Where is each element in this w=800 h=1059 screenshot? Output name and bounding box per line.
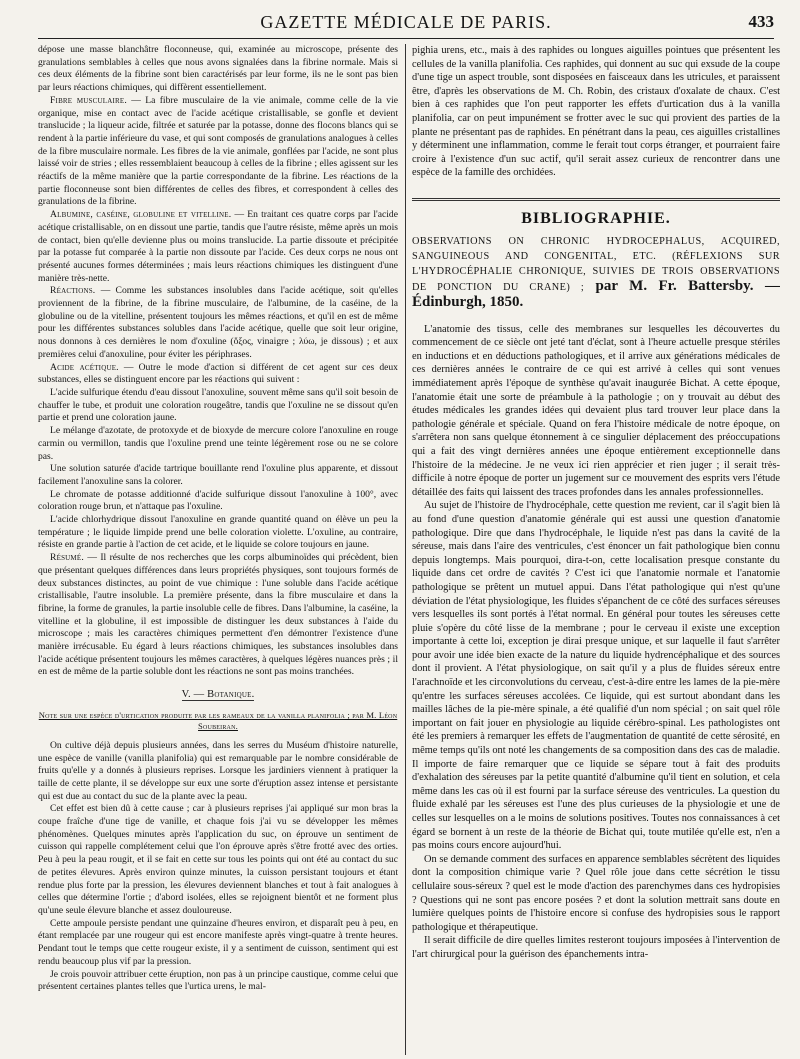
paragraph: L'acide sulfurique étendu d'eau dissout l'anoxuline, souvent même sans qu'il soit besoin de chauffer le tube, et produit une coloration rougeâtre, tandis que l'oxuline ne se dissout qu'en partie et prend une coloration jaune. bbox=[38, 386, 398, 424]
paragraph: Je crois pouvoir attribuer cette éruption, non pas à un principe caustique, comme celui que présentent certaines plantes telles que l'urtica urens, le mal- bbox=[38, 968, 398, 993]
paragraph-heading: Réactions. bbox=[50, 285, 96, 297]
paragraph: On se demande comment des surfaces en apparence semblables sécrètent des liquides dont la composition chimique varie ? Quel rôle joue dans cette sécrétion le tissu cellulaire sous-séreux ? quel est le mode d'action des parenchymes dans ces hydropisies ? Questions qui ne sont pas encore posées ? et dont la solution mettrait sans doute en lumière quelques points de l'histoire encore si confuse des hydropisies sous le rapport pathologique et thérapeutique. bbox=[412, 853, 780, 933]
paragraph-albumine: Albumine, caséine, globuline et vitelline. — En traitant ces quatre corps par l'acide acétique cristallisable, on en dissout une partie, tandis que l'autre résiste, même après un mois de contact, bien qu'elle devienne plus ou moins translucide. La partie dissoute et précipitée par la potasse fut comparée à la partie non dissoute par l'acide. Ces deux corps ne nous ont présenté aucunes formes déterminées ; mais leurs réactions chimiques les distinguent d'une manière très-nette. bbox=[38, 209, 398, 284]
paragraph-resume: Résumé. — Il résulte de nos recherches que les corps albuminoïdes qui précèdent, bien que présentant quelques différences dans leurs propriétés physiques, sont toujours formés de deux substances distinctes, au point de vue chimique : l'une soluble dans l'acide acétique cristallisable, l'autre insoluble. La première présente, dans la fibre musculaire et dans la fibrine, la forme de granules, la partie insoluble celle de fibres. Dans l'albumine, la caséine, la vitelline et la globuline, il est impossible de distinguer les deux substances à l'aide du microscope ; mais les caractères chimiques permettent d'en démontrer l'existence d'une manière irrécusable. Eu égard à leurs réactions chimiques, les substances insolubles dans l'acide acétique présentent toujours les mêmes caractères, à quelques légères nuances près ; il en est de même de la partie soluble dont les réactions ne sont pas moins tranchées. bbox=[38, 552, 398, 678]
right-column bbox=[412, 44, 780, 1055]
header-rule bbox=[38, 38, 774, 39]
reviewed-book-title: OBSERVATIONS ON CHRONIC HYDROCEPHALUS, ACQUIRED, SANGUINEOUS AND CONGENITAL, ETC. (RÉFLEXIONS SUR L'HYDROCÉPHALIE CHRONIQUE, SUIVIES DE TROIS OBSERVATIONS DE PONCTION DU CRANE) ; par M. Fr. Battersby. — Édinburgh, 1850. bbox=[412, 235, 780, 310]
paragraph-heading: Acide acétique. bbox=[50, 361, 119, 373]
paragraph: Cette ampoule persiste pendant une quinzaine d'heures environ, et disparaît peu à peu, en étant remplacée par une rougeur qui est encore manifeste après vingt-quatre à trente heures. Pendant tout le temps que cette rougeur existe, il y a sentiment de cuisson, sentiment qui est rendu beaucoup plus vif par la pression. bbox=[38, 917, 398, 967]
paragraph: pighia urens, etc., mais à des raphides ou longues aiguilles pointues que présentent les cellules de la vanilla planifolia. Ces raphides, qui donnent au suc qui exsude de la coupe d'une tige un aspect trouble, sont disposées en faisceaux dans les utricules, et paraissent être, d'après les observations de M. Ch. Robin, des cristaux d'oxalate de chaux. C'est bien à ces raphides que l'on peut rapporter les effets d'urtication dus à la vanilla planifolia, car on peut impunément se frotter avec le suc qui provient des parties de la plante ne présentant pas de raphides. En pénétrant dans la peau, ces aiguilles cristallines y déterminent une inflammation, comme le ferait tout corps étranger, et pourraient faire croire à l'existence d'un suc actif, qu'il serait assez curieux de rencontrer dans une espèce de la famille des orchidées. bbox=[412, 45, 780, 179]
paragraph: dépose une masse blanchâtre floconneuse, qui, examinée au microscope, présente des granulations semblables à celles que nous avons signalées dans la fibrine normale. Mais si ces deux éléments de la fibrine sont bien caractérisés par leur forme, ils ne le sont pas bien par leurs réactions chimiques, qui diffèrent essentiellement. bbox=[38, 44, 398, 94]
paragraph: L'anatomie des tissus, celle des membranes sur lesquelles les découvertes du commencement de ce siècle ont jeté tant d'éclat, sont à l'heure actuelle presque stériles en inductions et en déductions pathologiques, et il arrive aux générations médicales de ces dernières années le contraire de ce qui est arrivé à celles qui sont venues immédiatement après l'époque de synthèse qu'avait inaugurée Bichat. A cette époque, l'anatomie était une sorte de préambule à la pathologie ; on y trouvait au début des études médicales les grandes idées qui devaient plus tard trouver leur place dans la pathologie générale et spéciale. Quand on fera l'histoire médicale de notre époque, on s'arrêtera non sans quelque étonnement à ce singulier déplacement des préoccupations qui a fait des vingt dernières années une époque entièrement exceptionnelle dans l'histoire de la médecine. Je ne veux ici rien apprécier et rien juger ; il serait très-difficile à notre époque de porter un jugement sur ce mouvement des esprits vers l'étude détaillée des faits qui laissent des traces profondes dans les annales professionnelles. bbox=[412, 323, 780, 498]
page-header bbox=[38, 12, 774, 36]
journal-title: GAZETTE MÉDICALE DE PARIS. bbox=[260, 12, 552, 32]
page-number: 433 bbox=[748, 12, 774, 31]
paragraph: Au sujet de l'histoire de l'hydrocéphale, cette question me revient, car il s'agit bien là au fond d'une question d'anatomie générale qui est aussi une question d'anatomie pathologique. Dire que dans l'hydrocéphale, le liquide n'est pas dans la cavité de la séreuse, mais dans l'aire des ventricules, c'est énoncer un fait pathologique bien connu depuis longtemps. Mais pourquoi, dira-t-on, cette localisation presque constante du liquide dans cet ordre de cavités ? C'est ici que l'anatomie normale et l'anatomie pathologique se prêtent un mutuel appui. Dans l'état pathologique qui n'est qu'une déviation de l'état physiologique, les fluides s'épanchent de ce côté des surfaces séreuses vers lesquelles ils sont portés à l'état normal. En général pour toutes les séreuses cette pluie s'opère du côté lisse de la membrane ; pour le cerveau il existe une exception importante à cette loi, exception je dirai presque unique, et sur laquelle il faut s'arrêter pour avoir une idée bien exacte de la nature du liquide hydrencéphalique et des sources dont il provient. A l'état physiologique, on sait qu'il y a plus de fluides séreux entre l'arachnoïde et les circonvolutions du cerveau, c'est-à-dire entre les lames de la pie-mère qu'entre les surfaces séreuses accolées. Ce liquide, qui est surtout abondant dans les mailles lâches de la pie-mère spinale, a été qualifié d'un nom spécial ; on sait quel rôle important on fait jouer en physiologie au liquide cérébro-spinal. Les pathologistes ont été les premiers à remarquer les effets de l'augmentation de quantité de cette sérosité, en même temps qu'ils ont noté les changements de sa composition dans des cas de maladie. Il importe de faire remarquer que ce liquide se sépare tout à fait des produits d'exhalation des séreuses par la petite quantité d'albumine qu'il tient en solution, et cela même dans les cas où il est fourni par la surface séreuse des ventricules. La question du fluide exhalé par les séreuses est l'une des plus curieuses de la physiologie et une de celles sur lesquelles on a le moins de solutions positives. Toutes nos connaissances à cet égard se bornent à un reste de la théorie de Bichat qui, toute mutilée qu'elle est, n'en a pas moins cours encore aujourd'hui. bbox=[412, 500, 780, 852]
paragraph: Il serait difficile de dire quelles limites resteront toujours imposées à l'intervention de l'art chirurgical pour la guérison des épanchements intra- bbox=[412, 935, 780, 960]
paragraph: Cet effet est bien dû à cette cause ; car à plusieurs reprises j'ai appliqué sur mon bras la coupe fraîche d'une tige de vanille, et chaque fois j'ai vu se développer les mêmes phénomènes. Quelques minutes après l'application du suc, on éprouve un sentiment de cuisson qui rappelle complétement celui que l'on éprouve après s'être frotté avec des orties. Peu à peu la peau rougit, et il se fait en cette sur tous les points qui ont été au contact du suc de petites élevures. Après environ quinze minutes, la cuisson persistant toujours et étant rendue plus forte par la pression, les élevures deviennent blanches et tout à fait analogues à celles que détermine l'ortie ; d'abord isolées, elles se rejoignent bientôt et ne forment plus qu'une seule élevure blanche et assez douloureuse. bbox=[38, 803, 398, 916]
column-divider bbox=[405, 44, 406, 1055]
paragraph-heading: Albumine, caséine, globuline et vitelline. bbox=[50, 209, 232, 221]
paragraph-heading: Fibre musculaire. bbox=[50, 94, 127, 106]
paragraph-fibre: Fibre musculaire. — La fibre musculaire de la vie animale, comme celle de la vie organique, mise en contact avec de l'acide acétique cristallisable, se gonfle et devient translucide ; la liqueur acide, filtrée et saturée par la potasse, donne des flocons blancs qui se rendent à la partie inférieure du vase, et qui sont composés de granulations analogues à celles de la fibre musculaire normale. Les fibres de la vie animale, gonflées par l'acide, ne sont plus laissé voir de stries ; elles ressemblaient beaucoup à celles de la fibrine ; elles agissent sur les réactifs de la même manière que la partie correspondante de la fibrine. Les réactions de la partie floconneuse sont bien différentes de celles des fibres, et correspondent à celles des granulations de la fibrine. bbox=[38, 94, 398, 208]
paragraph-reactions: Réactions. — Comme les substances insolubles dans l'acide acétique, soit qu'elles proviennent de la fibrine, de la fibrine musculaire, de l'albumine, de la caséine, de la globuline ou de la vitelline, présentent toujours les mêmes réactions, et qu'il en est de même pour les différentes substances solubles dans l'acide acétique, quelle que soit leur origine, nous donnons à ces dernières le nom d'oxuline (ὄξος, vinaigre ; λύω, je dissous) ; et aux premières celui d'anoxuline, pour éviter les périphrases. bbox=[38, 285, 398, 360]
article-title: Note sur une espèce d'urtication produite par les rameaux de la vanilla planifolia ; par M. Léon Soubeiran. bbox=[38, 709, 398, 731]
section-title-bibliographie: BIBLIOGRAPHIE. bbox=[521, 209, 671, 227]
paragraph: L'acide chlorhydrique dissout l'anoxuline en grande quantité quand on élève un peu la température ; le liquide limpide prend une belle coloration violette. L'oxuline, au contraire, résiste en grande partie à l'action de cet acide, et le liquide se colore toujours en jaune. bbox=[38, 514, 398, 551]
section-title: V. — Botanique. bbox=[181, 689, 255, 701]
section-rule bbox=[412, 198, 780, 201]
paragraph: Le chromate de potasse additionné d'acide sulfurique dissout l'anoxuline à 100°, avec coloration rouge brun, et n'attaque pas l'oxuline. bbox=[38, 488, 398, 513]
paragraph-heading: Résumé. bbox=[50, 552, 84, 564]
paragraph: On cultive déjà depuis plusieurs années, dans les serres du Muséum d'histoire naturelle, une espèce de vanille (vanilla planifolia) qui est remarquable par le nombre considérable de fruits qu'elle y a donnés à plusieurs reprises. Lorsque les jardiniers viennent à pratiquer la taille de cette plante, il se développe sur eux une sorte d'éruption assez intense et persistante qui est due au contact du suc de la plante avec la peau. bbox=[38, 739, 398, 802]
left-column bbox=[38, 44, 398, 1055]
paragraph-acide: Acide acétique. — Outre le mode d'action si différent de cet agent sur ces deux substances, elles se distinguent encore par les réactions qui suivent : bbox=[38, 361, 398, 386]
paragraph: Une solution saturée d'acide tartrique bouillante rend l'oxuline plus apparente, et dissout facilement l'anoxuline sans la colorer. bbox=[38, 463, 398, 487]
paragraph: Le mélange d'azotate, de protoxyde et de bioxyde de mercure colore l'anoxuline en rouge carmin ou vermillon, tandis que l'oxuline prend une teinte légèrement rose ou ne se colore pas. bbox=[38, 425, 398, 462]
